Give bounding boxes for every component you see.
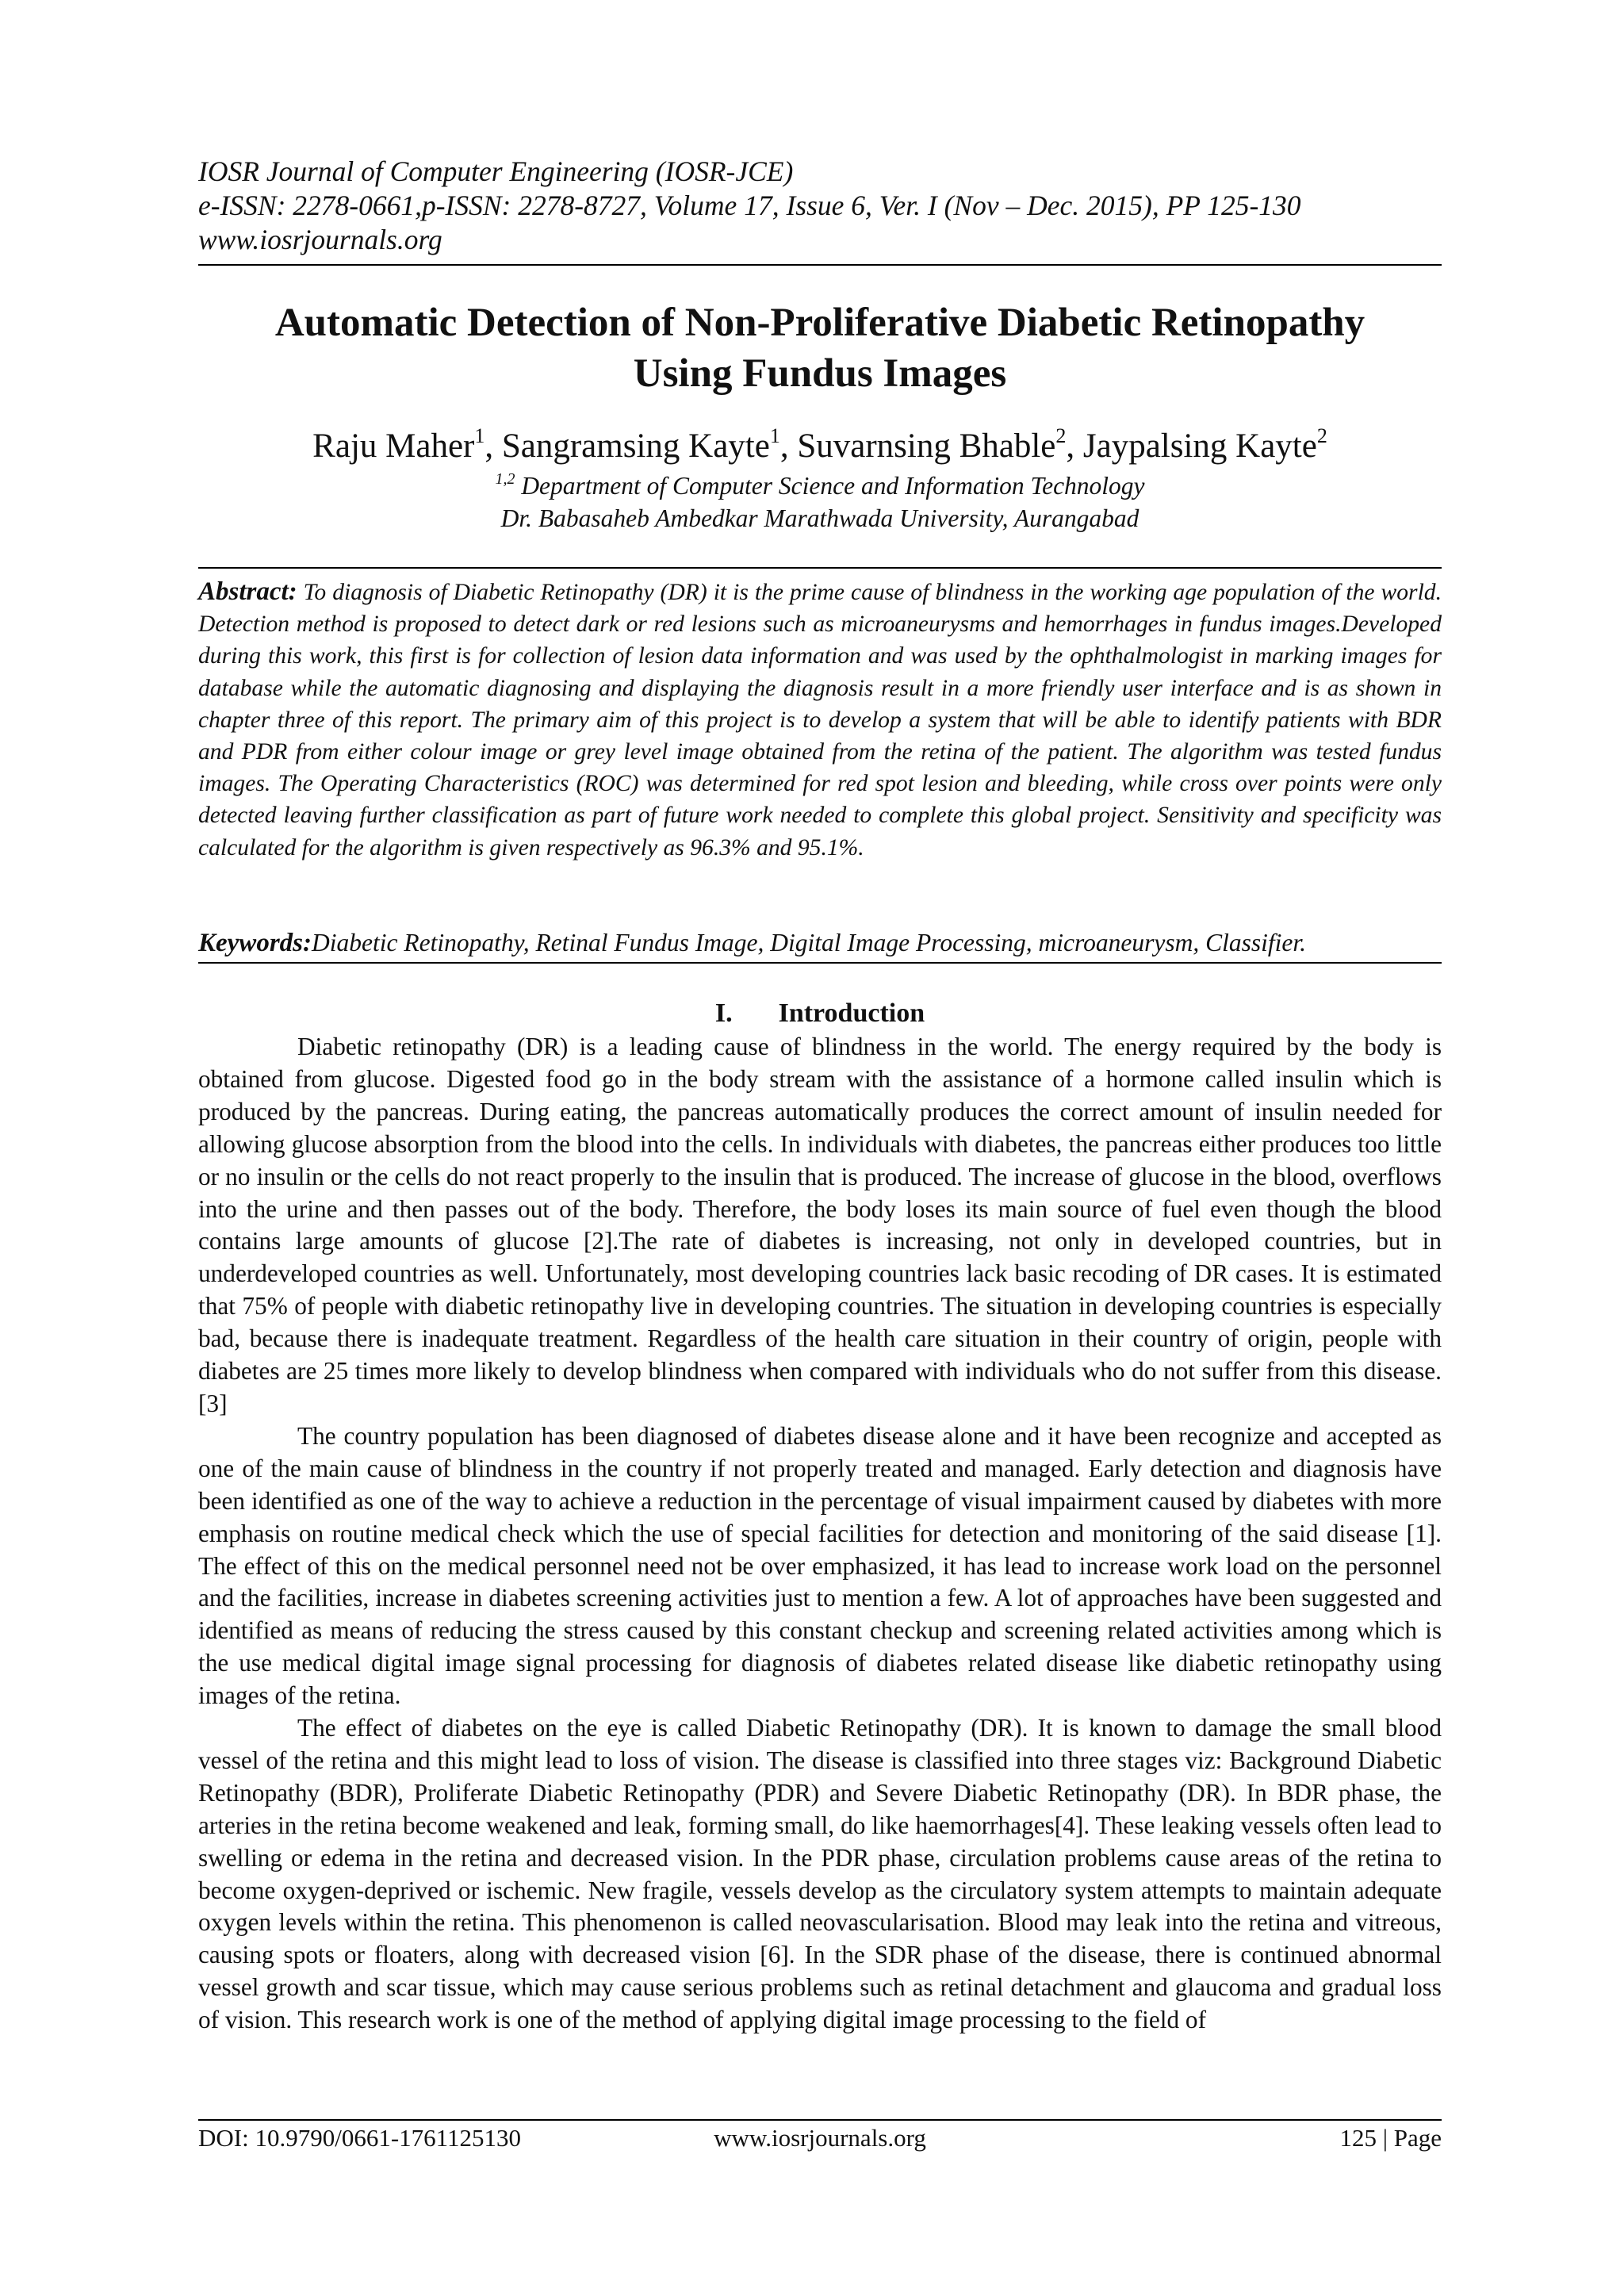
author-affiliation-mark: 1 [769,424,780,447]
footer-website[interactable]: www.iosrjournals.org [714,2124,926,2152]
author: Sangramsing Kayte [501,427,770,465]
author-affiliation-mark: 2 [1055,424,1067,447]
abstract-top-divider [198,567,1442,569]
keywords-label: Keywords: [198,929,312,957]
author-separator: , [779,427,798,465]
author-affiliation-mark: 1 [474,424,485,447]
journal-name: IOSR Journal of Computer Engineering (IOSR-JCE) [198,155,794,187]
section-number: I. [714,999,733,1028]
author-separator: , [485,427,502,465]
affiliation-mark: 1,2 [495,470,515,488]
abstract-label: Abstract: [198,577,297,606]
header-divider [198,264,1442,266]
paragraph: The effect of diabetes on the eye is called Diabetic Retinopathy (DR). It is known to damage the small blood vessel of the retina and this might lead to loss of vision. The disease is classified into three stages viz: Background Diabetic Retinopathy (BDR), Proliferate Diabetic Retinopathy (PDR) and Severe Diabetic Retinopathy (DR). In BDR phase, the arteries in the retina become weakened and leak, forming small, do like haemorrhages[4]. These leaking vessels often lead to swelling or edema in the retina and decreased vision. In the PDR phase, circulation problems cause areas of the retina to become oxygen-deprived or ischemic. New fragile, vessels develop as the circulatory system attempts to maintain adequate oxygen levels within the retina. This phenomenon is called neovascularisation. Blood may leak into the retina and vitreous, causing spots or floaters, along with decreased vision [6]. In the SDR phase of the disease, there is continued abnormal vessel growth and scar tissue, which may cause serious problems such as retinal detachment and glaucoma and gradual loss of vision. This research work is one of the method of applying digital image processing to the field of [198,1714,1442,2034]
department-name: Department of Computer Science and Information Technology [515,472,1145,500]
issn-line: e-ISSN: 2278-0661,p-ISSN: 2278-8727, Volume 17, Issue 6, Ver. I (Nov – Dec. 2015), PP 125-130 [198,190,1301,221]
author: Jaypalsing Kayte [1082,427,1317,465]
author-list [198,426,1442,467]
paper-title [198,297,1442,399]
introduction-body [198,1031,1442,2037]
affiliation-department [198,470,1442,502]
title-line-1: Automatic Detection of Non-Proliferative Diabetic Retinopathy [274,301,1365,345]
section-heading [198,997,1442,1030]
journal-header [198,155,1442,257]
keywords [198,926,1442,960]
abstract-text: To diagnosis of Diabetic Retinopathy (DR) it is the prime cause of blindness in the working age population of the world. Detection method is proposed to detect dark or red lesions such as microaneurysms and hemorrhages in fundus images.Developed during this work, this first is for collection of lesion data information and was used by the ophthalmologist in marking images for database while the automatic diagnosing and displaying the diagnosis result in a more friendly user interface and is as shown in chapter three of this report. The primary aim of this project is to develop a system that will be able to identify patients with BDR and PDR from either colour image or grey level image obtained from the retina of the patient. The algorithm was tested fundus images. The Operating Characteristics (ROC) was determined for red spot lesion and bleeding, while cross over points were only detected leaving further classification as part of future work needed to complete this global project. Sensitivity and specificity was calculated for the algorithm is given respectively as 96.3% and 95.1%. [198,580,1442,861]
paragraph: Diabetic retinopathy (DR) is a leading cause of blindness in the world. The energy required by the body is obtained from glucose. Digested food go in the body stream with the assistance of a hormone called insulin which is produced by the pancreas. During eating, the pancreas automatically produces the correct amount of insulin needed for allowing glucose absorption from the blood into the cells. In individuals with diabetes, the pancreas either produces too little or no insulin or the cells do not react properly to the insulin that is produced. The increase of glucose in the blood, overflows into the urine and then passes out of the body. Therefore, the body loses its main source of fuel even though the blood contains large amounts of glucose [2].The rate of diabetes is increasing, not only in developed countries, but in underdeveloped countries as well. Unfortunately, most developing countries lack basic recoding of DR cases. It is estimated that 75% of people with diabetic retinopathy live in developing countries. The situation in developing countries is especially bad, because there is inadequate treatment. Regardless of the health care situation in their country of origin, people with diabetes are 25 times more likely to develop blindness when compared with individuals who do not suffer from this disease.[3] [198,1033,1442,1417]
footer-divider [198,2119,1442,2121]
journal-website[interactable]: www.iosrjournals.org [198,224,442,255]
affiliation-university: Dr. Babasaheb Ambedkar Marathwada University, Aurangabad [500,504,1139,532]
footer-doi[interactable]: DOI: 10.9790/0661-1761125130 [198,2124,521,2152]
author-affiliation-mark: 2 [1316,424,1327,447]
affiliation [198,470,1442,535]
author-separator: , [1066,427,1083,465]
author: Suvarnsing Bhable [797,427,1056,465]
title-line-2: Using Fundus Images [633,351,1007,396]
keywords-text: Diabetic Retinopathy, Retinal Fundus Image, Digital Image Processing, microaneurysm, Classifier. [312,929,1307,956]
abstract [198,576,1442,864]
paragraph: The country population has been diagnosed of diabetes disease alone and it have been recognize and accepted as one of the main cause of blindness in the country if not properly treated and managed. Early detection and diagnosis have been identified as one of the way to achieve a reduction in the percentage of visual impairment caused by diabetes with more emphasis on routine medical check which the use of special facilities for detection and monitoring of the said disease [1]. The effect of this on the medical personnel need not be over emphasized, it has lead to increase work load on the personnel and the facilities, increase in diabetes screening activities just to mention a few. A lot of approaches have been suggested and identified as means of reducing the stress caused by this constant checkup and screening related activities among which is the use medical digital image signal processing for diagnosis of diabetes related disease like diabetic retinopathy using images of the retina. [198,1421,1442,1710]
section-title: Introduction [778,999,925,1028]
footer-page-number: 125 | Page [1339,2124,1442,2152]
abstract-bottom-divider [198,962,1442,964]
author: Raju Maher [312,427,475,465]
